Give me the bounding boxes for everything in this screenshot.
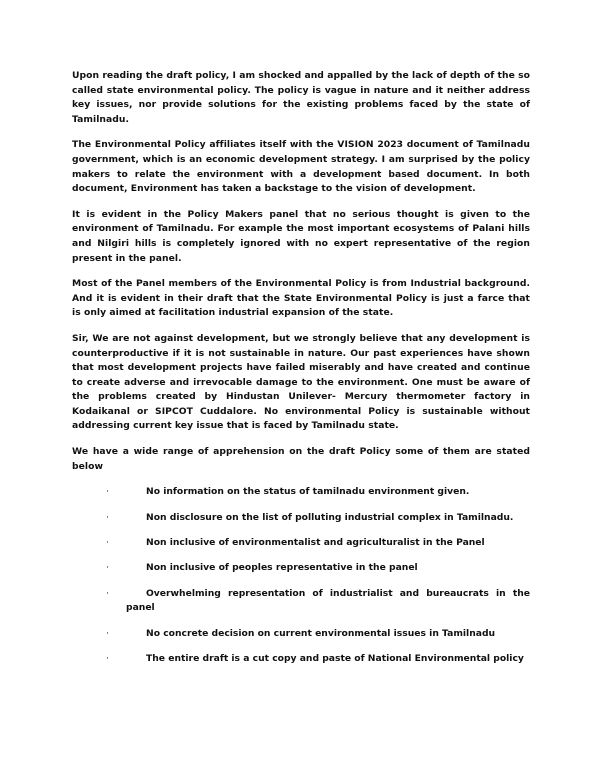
list-item-text: The entire draft is a cut copy and paste of National Environmental policy: [146, 653, 524, 665]
list-item: [106, 652, 530, 667]
list-item-text: Overwhelming representation of industrialist and bureaucrats in the panel: [126, 587, 530, 614]
bullet-icon: ·: [106, 627, 109, 639]
apprehension-list: [72, 485, 530, 667]
list-item: [106, 587, 530, 616]
list-item-text: Non inclusive of environmentalist and agriculturalist in the Panel: [146, 537, 485, 549]
paragraph-panel-members: Most of the Panel members of the Environmental Policy is from Industrial background. And it is evident in their draft that the State Environmental Policy is just a farce that is only aimed at facilitation industrial expansion of the state.: [72, 278, 530, 319]
list-item-text: Non inclusive of peoples representative in the panel: [146, 562, 418, 574]
bullet-icon: ·: [106, 511, 109, 523]
list-item: [106, 485, 530, 500]
bullet-icon: ·: [106, 486, 109, 498]
list-item: [106, 536, 530, 551]
bullet-icon: ·: [106, 562, 109, 574]
bullet-icon: ·: [106, 537, 109, 549]
paragraph-apprehension-intro: We have a wide range of apprehension on the draft Policy some of them are stated below: [72, 446, 530, 472]
list-item-text: No concrete decision on current environmental issues in Tamilnadu: [146, 627, 496, 639]
bullet-icon: ·: [106, 653, 109, 665]
paragraph-policy-panel: It is evident in the Policy Makers panel that no serious thought is given to the environment of Tamilnadu. For example the most important ecosystems of Palani hills and Nilgiri hills is completely ignored with no expert representative of the region present in the panel.: [72, 208, 530, 264]
list-item-text: Non disclosure on the list of polluting industrial complex in Tamilnadu.: [146, 511, 514, 523]
list-item-text: No information on the status of tamilnadu environment given.: [146, 486, 470, 498]
list-item: [106, 627, 530, 642]
list-item: [106, 511, 530, 526]
bullet-icon: ·: [106, 587, 109, 599]
document-page: [72, 69, 530, 678]
paragraph-sustainability: Sir, We are not against development, but we strongly believe that any development is counterproductive if it is not sustainable in nature. Our past experiences have shown that most development projects have failed miserably and have created and continue to create adverse and irrevocable damage to the environment. One must be aware of the problems created by Hindustan Unilever- Mercury thermometer factory in Kodaikanal or SIPCOT Cuddalore. No environmental Policy is sustainable without addressing current key issue that is faced by Tamilnadu state.: [72, 332, 530, 432]
paragraph-vision-2023: The Environmental Policy affiliates itself with the VISION 2023 document of Tamilnadu government, which is an economic development strategy. I am surprised by the policy makers to relate the environment with a development based document. In both document, Environment has taken a backstage to the vision of development.: [72, 139, 530, 195]
paragraph-opening: Upon reading the draft policy, I am shocked and appalled by the lack of depth of the so called state environmental policy. The policy is vague in nature and it neither address key issues, nor provide solutions for the existing problems faced by the state of Tamilnadu.: [72, 70, 530, 125]
list-item: [106, 561, 530, 576]
